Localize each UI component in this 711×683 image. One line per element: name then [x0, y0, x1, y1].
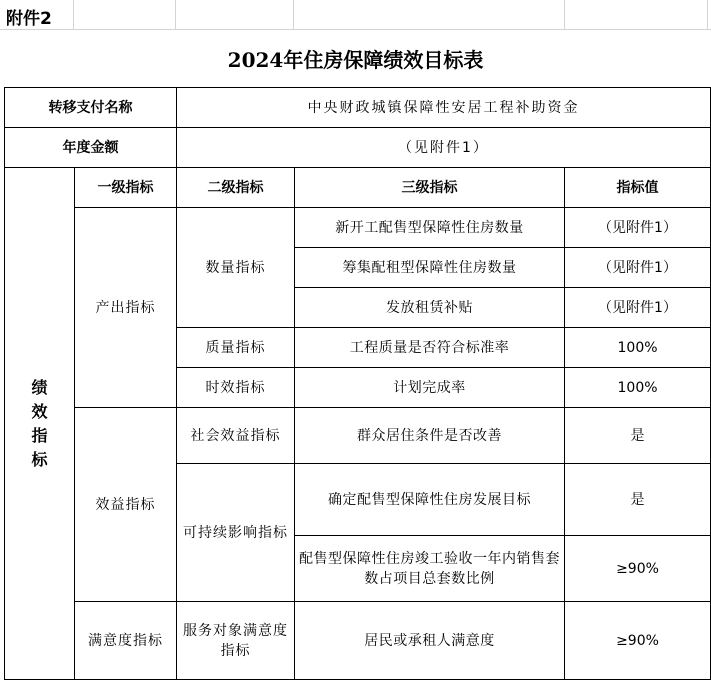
timeliness-label: 时效指标 [177, 368, 295, 408]
indicator-name: 计划完成率 [295, 368, 565, 408]
indicator-value: 100% [565, 368, 711, 408]
satisfaction-label: 满意度指标 [75, 602, 177, 680]
table-row [5, 208, 711, 248]
indicator-value: 100% [565, 328, 711, 368]
spreadsheet-grid [0, 0, 711, 30]
program-value: 中央财政城镇保障性安居工程补助资金 [177, 88, 711, 128]
benefit-label: 效益指标 [75, 408, 177, 602]
program-row [5, 88, 711, 128]
indicator-name: 筹集配租型保障性住房数量 [295, 248, 565, 288]
header-level2: 二级指标 [177, 168, 295, 208]
indicator-name: 居民或承租人满意度 [295, 602, 565, 680]
amount-row [5, 128, 711, 168]
sustainable-label: 可持续影响指标 [177, 464, 295, 602]
page-title: 2024年住房保障绩效目标表 [227, 47, 484, 72]
indicator-name: 工程质量是否符合标准率 [295, 328, 565, 368]
indicator-value: ≥90% [565, 536, 711, 602]
indicator-name: 新开工配售型保障性住房数量 [295, 208, 565, 248]
program-label: 转移支付名称 [5, 88, 177, 128]
indicator-value: 是 [565, 464, 711, 536]
header-level3: 三级指标 [295, 168, 565, 208]
performance-target-table [4, 87, 711, 680]
indicator-name: 发放租赁补贴 [295, 288, 565, 328]
indicator-value: ≥90% [565, 602, 711, 680]
indicator-value: （见附件1） [565, 208, 711, 248]
table-row [5, 602, 711, 680]
social-label: 社会效益指标 [177, 408, 295, 464]
satisfaction-sub-label: 服务对象满意度指标 [177, 602, 295, 680]
indicator-section-cell [5, 168, 75, 680]
attachment-label: 附件2 [6, 9, 52, 29]
table-row [5, 408, 711, 464]
indicator-section-label: 绩效指标 [31, 377, 48, 469]
output-label: 产出指标 [75, 208, 177, 408]
amount-value: （见附件1） [177, 128, 711, 168]
header-row [5, 168, 711, 208]
indicator-name: 配售型保障性住房竣工验收一年内销售套数占项目总套数比例 [295, 536, 565, 602]
header-level1: 一级指标 [75, 168, 177, 208]
quantity-label: 数量指标 [177, 208, 295, 328]
amount-label: 年度金额 [5, 128, 177, 168]
indicator-value: 是 [565, 408, 711, 464]
indicator-value: （见附件1） [565, 248, 711, 288]
quality-label: 质量指标 [177, 328, 295, 368]
indicator-name: 确定配售型保障性住房发展目标 [295, 464, 565, 536]
header-value: 指标值 [565, 168, 711, 208]
indicator-name: 群众居住条件是否改善 [295, 408, 565, 464]
indicator-value: （见附件1） [565, 288, 711, 328]
